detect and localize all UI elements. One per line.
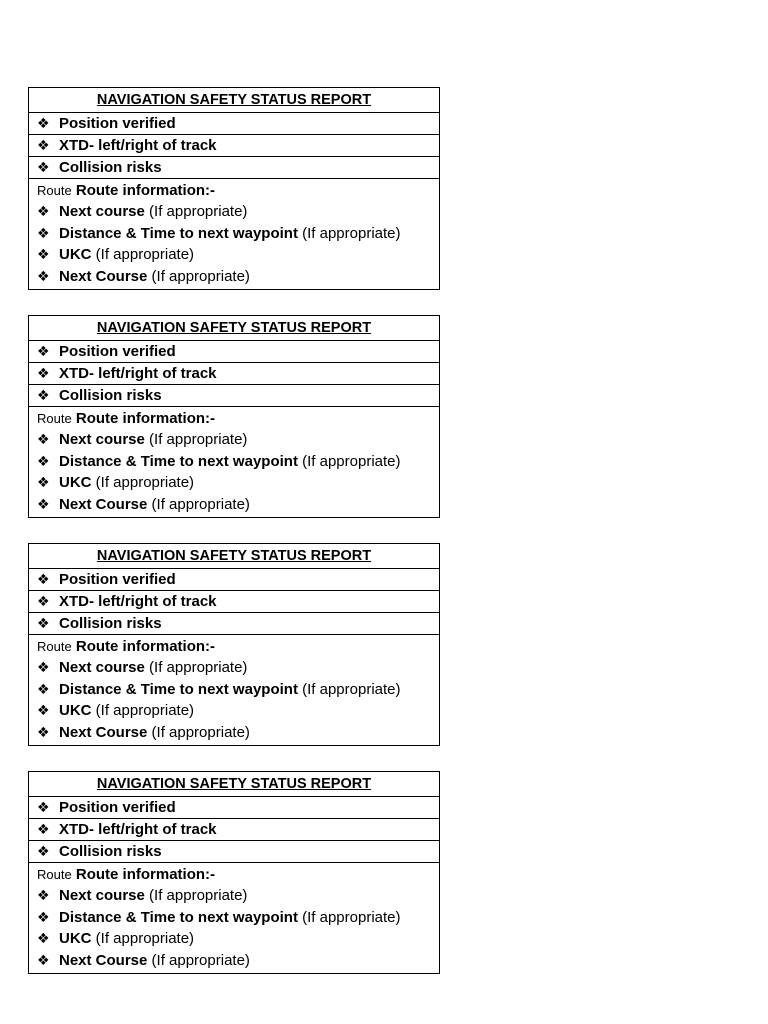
route-item-label: Next Course <box>59 952 148 970</box>
route-item <box>37 950 439 972</box>
route-item <box>37 657 439 679</box>
diamond-bullet-icon: ❖ <box>37 268 50 285</box>
route-item-label: Next Course <box>59 268 148 286</box>
check-row-collision <box>29 157 439 179</box>
route-item <box>37 244 439 266</box>
route-item-note: (If appropriate) <box>302 452 401 470</box>
check-row-xtd <box>29 819 439 841</box>
route-item-label: Next course <box>59 431 145 448</box>
route-heading <box>37 637 439 657</box>
route-heading <box>37 409 439 429</box>
route-block <box>29 407 439 517</box>
diamond-bullet-icon: ❖ <box>37 843 50 859</box>
route-item <box>37 494 439 516</box>
route-prefix: Route <box>37 411 72 426</box>
route-item <box>37 885 439 907</box>
diamond-bullet-icon: ❖ <box>37 246 50 263</box>
route-item-label: Distance & Time to next waypoint <box>59 680 298 698</box>
route-item-note: (If appropriate) <box>95 930 195 948</box>
route-item <box>37 201 439 223</box>
route-prefix: Route <box>37 867 72 882</box>
check-row-collision <box>29 841 439 863</box>
diamond-bullet-icon: ❖ <box>37 930 50 947</box>
check-row-xtd <box>29 363 439 385</box>
route-item <box>37 451 439 473</box>
diamond-bullet-icon: ❖ <box>37 159 50 175</box>
report-card <box>28 771 440 974</box>
diamond-bullet-icon: ❖ <box>37 659 50 675</box>
diamond-bullet-icon: ❖ <box>37 615 50 631</box>
diamond-bullet-icon: ❖ <box>37 680 50 697</box>
report-title-row <box>29 88 439 113</box>
route-item-label: UKC <box>59 246 92 264</box>
check-label: XTD- left/right of track <box>59 821 217 838</box>
check-label: Collision risks <box>59 843 162 860</box>
diamond-bullet-icon: ❖ <box>37 224 50 241</box>
check-row-collision <box>29 613 439 635</box>
check-label: Collision risks <box>59 387 162 404</box>
route-heading-text: Route information:- <box>75 638 216 655</box>
route-heading-text: Route information:- <box>75 182 216 199</box>
route-item <box>37 223 439 245</box>
check-row-position <box>29 797 439 819</box>
diamond-bullet-icon: ❖ <box>37 821 50 837</box>
diamond-bullet-icon: ❖ <box>37 115 50 131</box>
report-title: NAVIGATION SAFETY STATUS REPORT <box>96 92 372 108</box>
route-item-label: Next course <box>59 203 145 220</box>
route-item-label: Next Course <box>59 496 148 514</box>
route-heading <box>37 865 439 885</box>
report-title: NAVIGATION SAFETY STATUS REPORT <box>96 548 372 564</box>
route-prefix: Route <box>37 183 72 198</box>
route-item-note: (If appropriate) <box>149 887 248 904</box>
route-item-label: UKC <box>59 702 92 720</box>
check-label: Position verified <box>59 571 176 588</box>
report-title: NAVIGATION SAFETY STATUS REPORT <box>96 320 372 336</box>
route-heading-text: Route information:- <box>75 866 216 883</box>
check-label: Collision risks <box>59 615 162 632</box>
diamond-bullet-icon: ❖ <box>37 496 50 513</box>
check-row-collision <box>29 385 439 407</box>
report-title: NAVIGATION SAFETY STATUS REPORT <box>96 776 372 792</box>
report-title-row <box>29 316 439 341</box>
diamond-bullet-icon: ❖ <box>37 571 50 587</box>
route-prefix: Route <box>37 639 72 654</box>
route-item-label: Distance & Time to next waypoint <box>59 452 298 470</box>
check-row-xtd <box>29 135 439 157</box>
route-item-note: (If appropriate) <box>151 724 250 742</box>
diamond-bullet-icon: ❖ <box>37 724 50 741</box>
route-item <box>37 472 439 494</box>
route-item-note: (If appropriate) <box>151 952 250 970</box>
route-item <box>37 429 439 451</box>
check-label: XTD- left/right of track <box>59 593 217 610</box>
route-item-note: (If appropriate) <box>149 431 248 448</box>
diamond-bullet-icon: ❖ <box>37 343 50 359</box>
route-block <box>29 635 439 745</box>
route-item-label: UKC <box>59 474 92 492</box>
report-card <box>28 315 440 518</box>
diamond-bullet-icon: ❖ <box>37 431 50 447</box>
diamond-bullet-icon: ❖ <box>37 887 50 903</box>
route-item-note: (If appropriate) <box>95 246 195 264</box>
check-row-position <box>29 569 439 591</box>
route-item-note: (If appropriate) <box>302 224 401 242</box>
route-item-label: Next course <box>59 887 145 904</box>
diamond-bullet-icon: ❖ <box>37 908 50 925</box>
route-item-note: (If appropriate) <box>302 908 401 926</box>
route-item-note: (If appropriate) <box>95 702 195 720</box>
report-card <box>28 87 440 290</box>
check-label: Position verified <box>59 115 176 132</box>
route-item <box>37 722 439 744</box>
check-label: Position verified <box>59 799 176 816</box>
route-item <box>37 907 439 929</box>
route-item <box>37 700 439 722</box>
route-item-note: (If appropriate) <box>95 474 195 492</box>
check-row-xtd <box>29 591 439 613</box>
check-row-position <box>29 341 439 363</box>
diamond-bullet-icon: ❖ <box>37 799 50 815</box>
route-item-label: Next Course <box>59 724 148 742</box>
route-item-note: (If appropriate) <box>151 496 250 514</box>
route-item-label: Distance & Time to next waypoint <box>59 224 298 242</box>
report-title-row <box>29 544 439 569</box>
route-item <box>37 928 439 950</box>
route-item-label: Distance & Time to next waypoint <box>59 908 298 926</box>
check-row-position <box>29 113 439 135</box>
diamond-bullet-icon: ❖ <box>37 593 50 609</box>
diamond-bullet-icon: ❖ <box>37 702 50 719</box>
route-item-note: (If appropriate) <box>149 659 248 676</box>
check-label: Collision risks <box>59 159 162 176</box>
check-label: XTD- left/right of track <box>59 137 217 154</box>
route-item <box>37 679 439 701</box>
route-item-note: (If appropriate) <box>149 203 248 220</box>
diamond-bullet-icon: ❖ <box>37 365 50 381</box>
report-title-row <box>29 772 439 797</box>
diamond-bullet-icon: ❖ <box>37 452 50 469</box>
route-item-note: (If appropriate) <box>151 268 250 286</box>
diamond-bullet-icon: ❖ <box>37 387 50 403</box>
route-block <box>29 863 439 973</box>
route-item-label: UKC <box>59 930 92 948</box>
route-heading-text: Route information:- <box>75 410 216 427</box>
diamond-bullet-icon: ❖ <box>37 137 50 153</box>
check-label: Position verified <box>59 343 176 360</box>
route-item <box>37 266 439 288</box>
diamond-bullet-icon: ❖ <box>37 203 50 219</box>
diamond-bullet-icon: ❖ <box>37 952 50 969</box>
route-heading <box>37 181 439 201</box>
report-card <box>28 543 440 746</box>
diamond-bullet-icon: ❖ <box>37 474 50 491</box>
route-item-label: Next course <box>59 659 145 676</box>
route-block <box>29 179 439 289</box>
route-item-note: (If appropriate) <box>302 680 401 698</box>
check-label: XTD- left/right of track <box>59 365 217 382</box>
